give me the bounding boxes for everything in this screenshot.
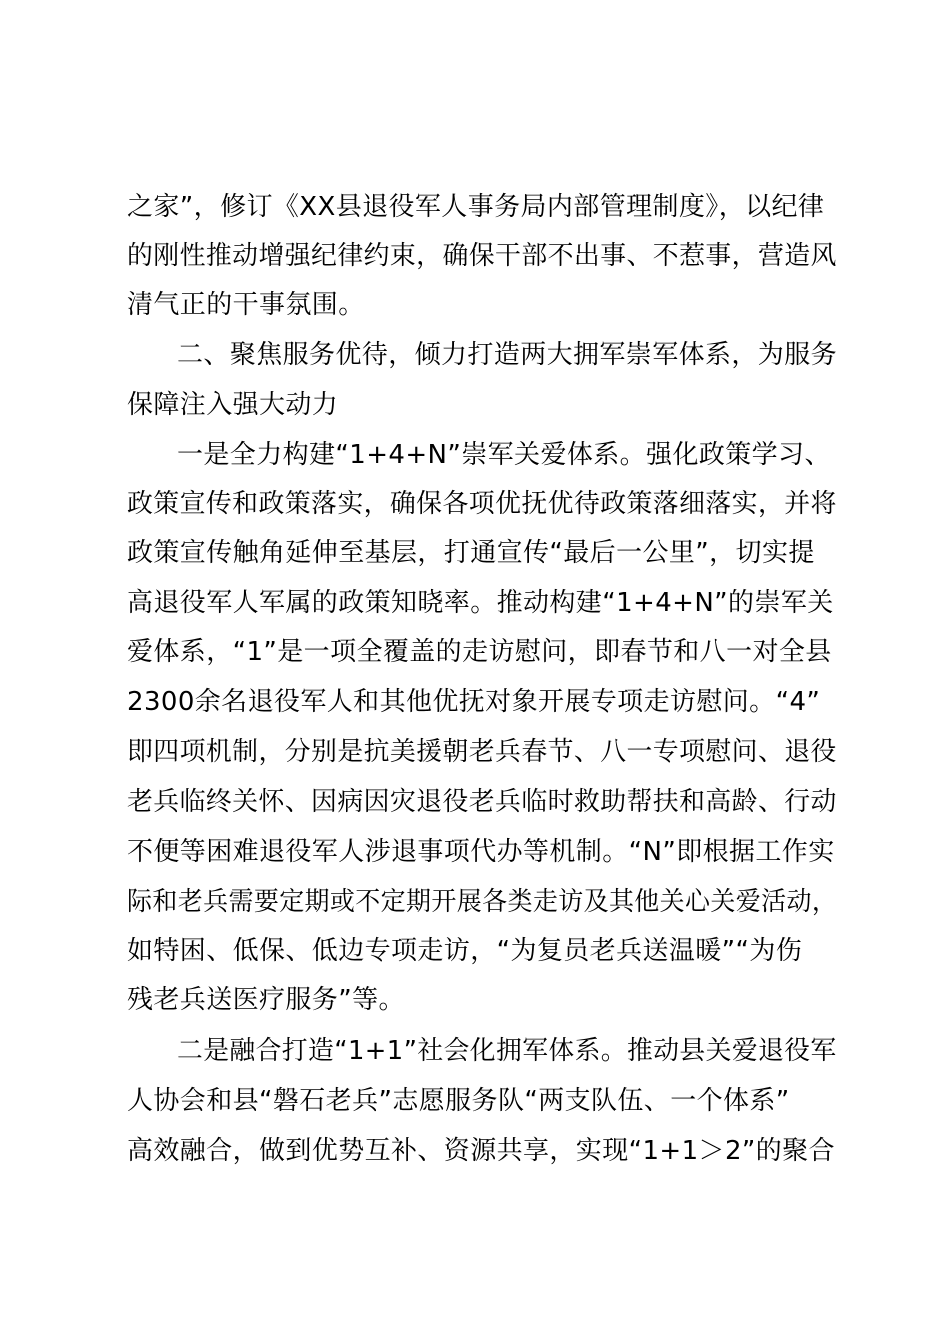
section-heading: 保障注入强大动力 — [127, 390, 339, 420]
text-line: 残老兵送医疗服务”等。 — [127, 985, 405, 1015]
text-line: 高退役军人军属的政策知晓率。推动构建“1+4+N”的崇军关 — [127, 588, 834, 618]
text-line: 高效融合，做到优势互补、资源共享，实现“1+1＞2”的聚合 — [127, 1136, 835, 1166]
text-line: 际和老兵需要定期或不定期开展各类走访及其他关心关爱活动， — [127, 887, 838, 917]
text-line: 爱体系，“1”是一项全覆盖的走访慰问，即春节和八一对全县 — [127, 637, 832, 667]
text-line: 如特困、低保、低边专项走访，“为复员老兵送温暖”“为伤 — [127, 936, 803, 966]
text-line: 之家”，修订《XX县退役军人事务局内部管理制度》，以纪律 — [127, 192, 825, 222]
text-line: 即四项机制，分别是抗美援朝老兵春节、八一专项慰问、退役 — [127, 737, 837, 767]
text-line: 的刚性推动增强纪律约束，确保干部不出事、不惹事，营造风 — [127, 241, 837, 271]
text-line: 老兵临终关怀、因病因灾退役老兵临时救助帮扶和高龄、行动 — [127, 787, 837, 817]
text-line: 政策宣传和政策落实，确保各项优抚优待政策落细落实，并将 — [127, 489, 837, 519]
section-heading: 二、聚焦服务优待，倾力打造两大拥军崇军体系，为服务 — [177, 340, 838, 370]
text-line: 2300余名退役军人和其他优抚对象开展专项走访慰问。“4” — [127, 687, 821, 717]
text-line: 二是融合打造“1+1”社会化拥军体系。推动县关爱退役军 — [177, 1036, 837, 1066]
text-line: 政策宣传触角延伸至基层，打通宣传“最后一公里”，切实提 — [127, 538, 815, 568]
text-line: 不便等困难退役军人涉退事项代办等机制。“N”即根据工作实 — [127, 837, 835, 867]
text-line: 清气正的干事氛围。 — [127, 290, 365, 320]
text-line: 一是全力构建“1+4+N”崇军关爱体系。强化政策学习、 — [177, 440, 831, 470]
text-line: 人协会和县“磐石老兵”志愿服务队“两支队伍、一个体系” — [127, 1086, 790, 1116]
